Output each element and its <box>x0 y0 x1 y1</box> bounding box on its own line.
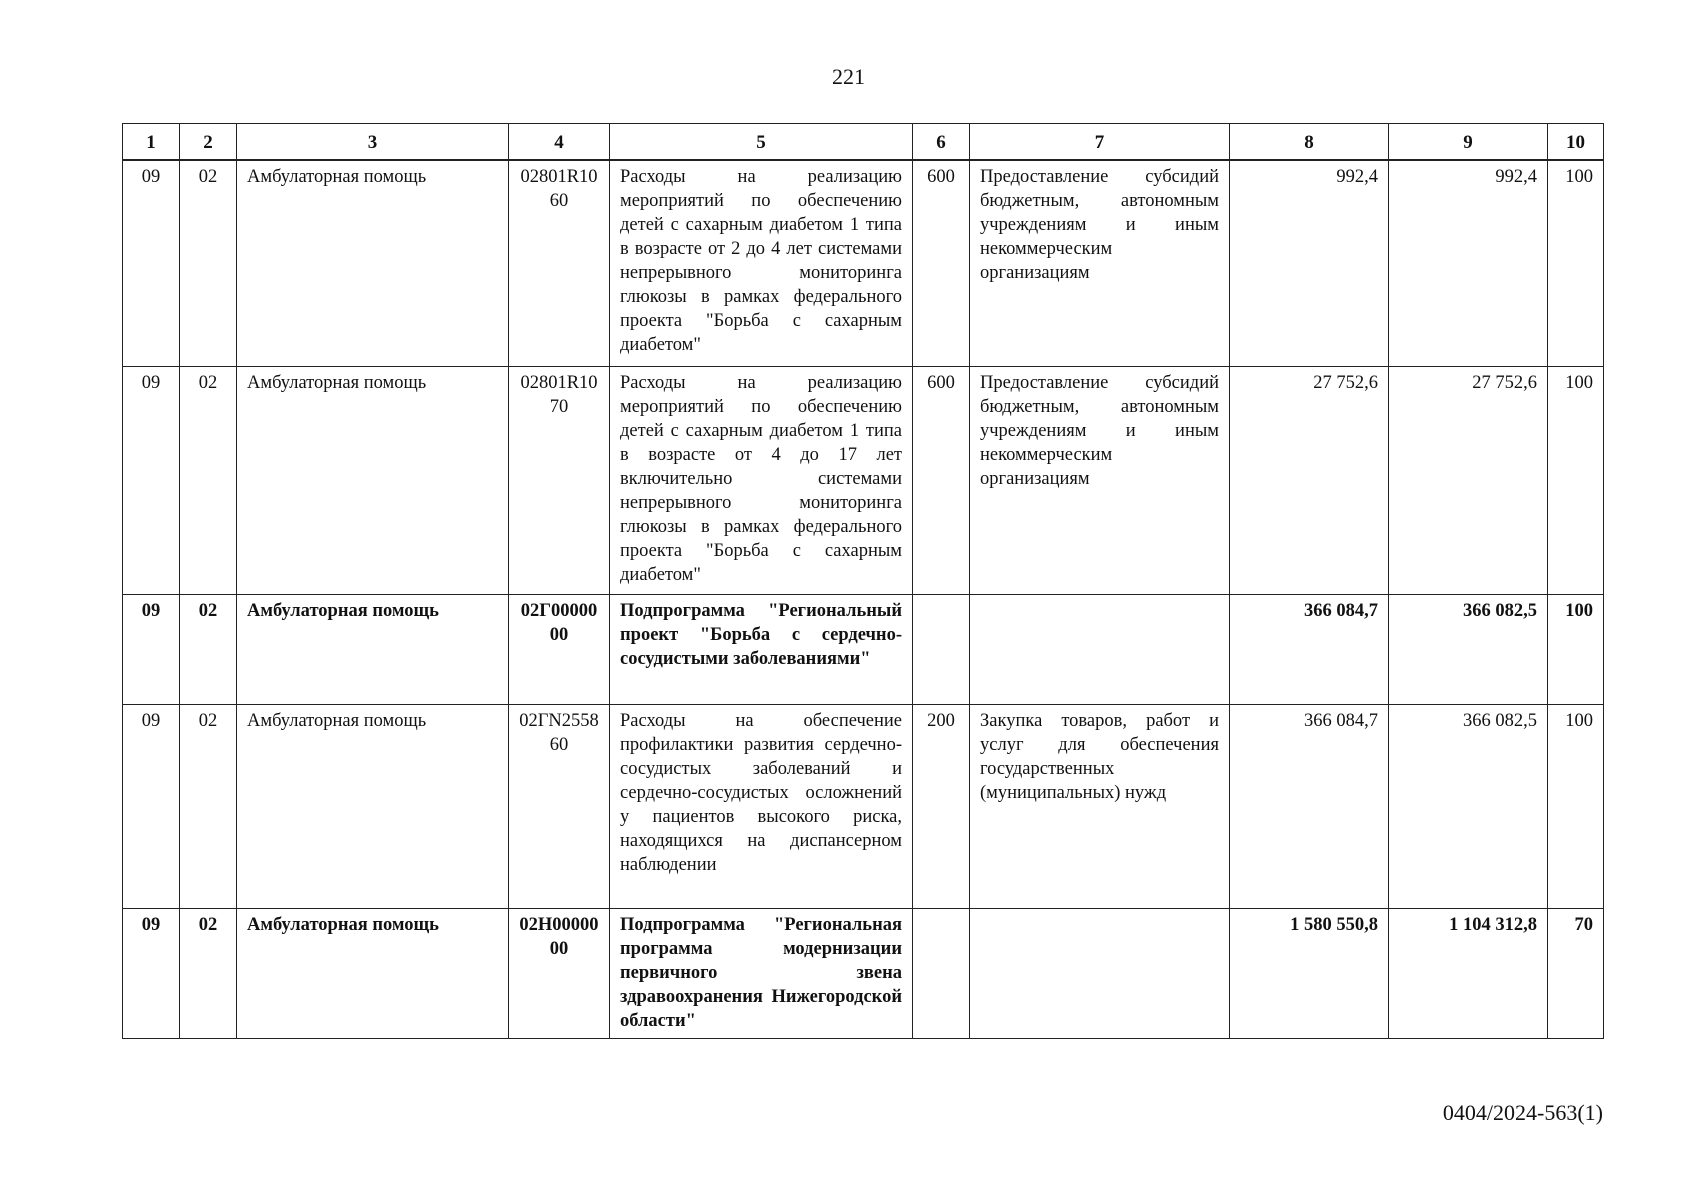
expense-description: Расходы на реализацию мероприятий по обеспечению детей с сахарным диабетом 1 типа в возрасте от 4 до 17 лет включительно системами непрерывного мониторинга глюкозы в рамках федерального проекта "Борьба с сахарным диабетом" <box>610 366 913 594</box>
target-article-code: 02801R1070 <box>509 366 610 594</box>
execution-percent: 100 <box>1548 366 1604 594</box>
subsection-code: 02 <box>180 366 237 594</box>
expense-type-name: Предоставление субсидий бюджетным, автономным учреждениям и иным некоммерческим организациям <box>970 160 1230 366</box>
planned-amount: 366 084,7 <box>1230 594 1389 704</box>
section-code: 09 <box>123 160 180 366</box>
expense-type-name: Закупка товаров, работ и услуг для обеспечения государственных (муниципальных) нужд <box>970 704 1230 908</box>
subsection-code: 02 <box>180 594 237 704</box>
table-row <box>123 366 1604 594</box>
section-name: Амбулаторная помощь <box>237 704 509 908</box>
section-name: Амбулаторная помощь <box>237 366 509 594</box>
column-header-10: 10 <box>1548 124 1604 161</box>
column-header-1: 1 <box>123 124 180 161</box>
execution-percent: 70 <box>1548 908 1604 1038</box>
expense-type-code <box>913 594 970 704</box>
column-header-8: 8 <box>1230 124 1389 161</box>
subsection-code: 02 <box>180 704 237 908</box>
subsection-code: 02 <box>180 160 237 366</box>
expense-description: Подпрограмма "Региональный проект "Борьба с сердечно-сосудистыми заболеваниями" <box>610 594 913 704</box>
expense-description: Расходы на обеспечение профилактики развития сердечно-сосудистых заболеваний и сердечно-сосудистых осложнений у пациентов высокого риска, находящихся на диспансерном наблюдении <box>610 704 913 908</box>
execution-percent: 100 <box>1548 160 1604 366</box>
column-header-5: 5 <box>610 124 913 161</box>
expense-type-code <box>913 908 970 1038</box>
page-number: 221 <box>832 64 865 89</box>
expense-type-code: 600 <box>913 160 970 366</box>
planned-amount: 1 580 550,8 <box>1230 908 1389 1038</box>
column-header-6: 6 <box>913 124 970 161</box>
column-header-9: 9 <box>1389 124 1548 161</box>
section-name: Амбулаторная помощь <box>237 908 509 1038</box>
planned-amount: 366 084,7 <box>1230 704 1389 908</box>
target-article-code: 02ГN255860 <box>509 704 610 908</box>
document-code: 0404/2024-563(1) <box>1442 1100 1603 1125</box>
execution-percent: 100 <box>1548 704 1604 908</box>
expense-description: Подпрограмма "Региональная программа модернизации первичного звена здравоохранения Нижегородской области" <box>610 908 913 1038</box>
executed-amount: 1 104 312,8 <box>1389 908 1548 1038</box>
executed-amount: 366 082,5 <box>1389 594 1548 704</box>
expense-type-name <box>970 908 1230 1038</box>
section-name: Амбулаторная помощь <box>237 594 509 704</box>
table-row <box>123 908 1604 1038</box>
expense-description: Расходы на реализацию мероприятий по обеспечению детей с сахарным диабетом 1 типа в возрасте от 2 до 4 лет системами непрерывного мониторинга глюкозы в рамках федерального проекта "Борьба с сахарным диабетом" <box>610 160 913 366</box>
subsection-code: 02 <box>180 908 237 1038</box>
table-header-row <box>123 124 1604 161</box>
column-header-4: 4 <box>509 124 610 161</box>
target-article-code: 02801R1060 <box>509 160 610 366</box>
executed-amount: 992,4 <box>1389 160 1548 366</box>
expense-type-name: Предоставление субсидий бюджетным, автономным учреждениям и иным некоммерческим организациям <box>970 366 1230 594</box>
section-code: 09 <box>123 594 180 704</box>
table-row <box>123 704 1604 908</box>
table-row <box>123 594 1604 704</box>
target-article-code: 02Н0000000 <box>509 908 610 1038</box>
execution-percent: 100 <box>1548 594 1604 704</box>
column-header-2: 2 <box>180 124 237 161</box>
expense-type-code: 200 <box>913 704 970 908</box>
planned-amount: 992,4 <box>1230 160 1389 366</box>
target-article-code: 02Г0000000 <box>509 594 610 704</box>
section-name: Амбулаторная помощь <box>237 160 509 366</box>
executed-amount: 366 082,5 <box>1389 704 1548 908</box>
column-header-7: 7 <box>970 124 1230 161</box>
executed-amount: 27 752,6 <box>1389 366 1548 594</box>
column-header-3: 3 <box>237 124 509 161</box>
planned-amount: 27 752,6 <box>1230 366 1389 594</box>
section-code: 09 <box>123 704 180 908</box>
section-code: 09 <box>123 366 180 594</box>
budget-table <box>122 123 1604 1039</box>
expense-type-name <box>970 594 1230 704</box>
section-code: 09 <box>123 908 180 1038</box>
expense-type-code: 600 <box>913 366 970 594</box>
table-row <box>123 160 1604 366</box>
